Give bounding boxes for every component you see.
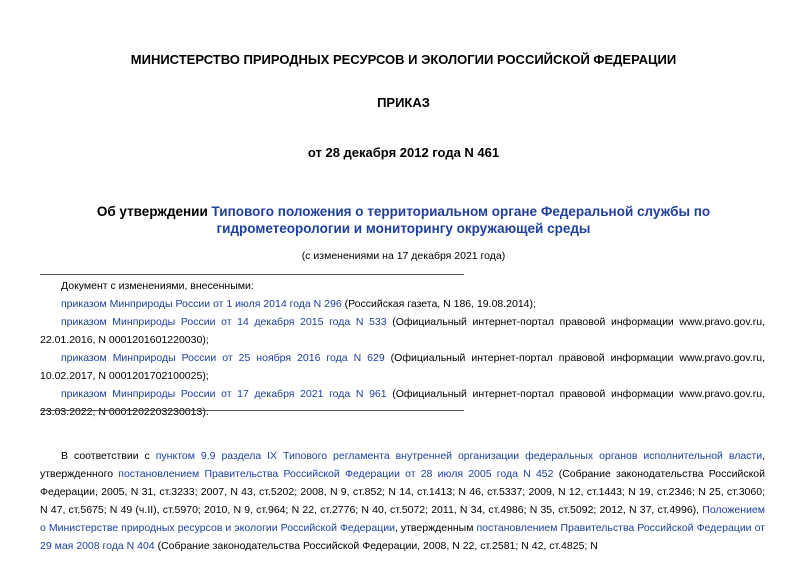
body-text: , утвержденного: [40, 450, 766, 480]
body-link-reglament[interactable]: пунктом 9.9 раздела IX Типового регламента внутренней организации федеральных органов исполнительной власти: [155, 450, 763, 462]
divider-top: [40, 274, 464, 275]
amendments-note: (с изменениями на 17 декабря 2021 года): [301, 250, 506, 262]
body-text: (Собрание законодательства Российской Федерации, 2005, N 31, ст.3233; 2007, N 43, ст.5202; 2008, N 9, ст.852; N 14, ст.1413; N 46, ст.5337; 2009, N 12, ст.1443; N 19, ст.2346; N 25, ст.3060; N 47, ст.5675; N 49 (ч.II), ст.5970; 2010, N 9, ст.964; N 22, ст.2776; N 40, ст.5072; 2011, N 34, ст.4986; N 35, ст.5092; 2012, N 37, ст.4996),: [40, 468, 765, 516]
ministry-heading: МИНИСТЕРСТВО ПРИРОДНЫХ РЕСУРСОВ И ЭКОЛОГИИ РОССИЙСКОЙ ФЕДЕРАЦИИ: [130, 52, 677, 67]
changes-box: [40, 277, 765, 421]
document-type: ПРИКАЗ: [377, 95, 430, 110]
change-item: [40, 385, 765, 421]
body-paragraph: [40, 447, 765, 555]
change-text: (Официальный интернет-портал правовой информации www.pravo.gov.ru, 10.02.2017, N 0001201702100025);: [40, 352, 765, 382]
change-text: (Российская газета, N 186, 19.08.2014);: [341, 298, 536, 310]
body-link-polozhenie[interactable]: Положением о Министерстве природных ресурсов и экологии Российской Федерации: [40, 504, 765, 534]
change-text: (Официальный интернет-портал правовой информации www.pravo.gov.ru, 23.03.2022, N 0001202203230013).: [40, 388, 766, 418]
document-body: [40, 447, 765, 555]
body-text: В соответствии с: [61, 450, 156, 462]
divider-bottom: [40, 410, 464, 411]
body-text: (Собрание законодательства Российской Федерации, 2008, N 22, ст.2581; N 42, ст.4825; N: [154, 540, 598, 552]
body-link-postanovlenie-452[interactable]: постановлением Правительства Российской Федерации от 28 июля 2005 года N 452: [118, 468, 554, 480]
change-link[interactable]: приказом Минприроды России от 25 ноября 2016 года N 629: [61, 352, 385, 364]
change-link[interactable]: приказом Минприроды России от 1 июля 2014 года N 296: [61, 298, 342, 310]
changes-intro: Документ с изменениями, внесенными:: [61, 280, 254, 292]
title-link-line1[interactable]: Типового положения о территориальном органе Федеральной службы по: [211, 204, 711, 219]
body-link-postanovlenie-404[interactable]: постановлением Правительства Российской Федерации от 29 мая 2008 года N 404: [40, 522, 765, 552]
change-link[interactable]: приказом Минприроды России от 17 декабря 2021 года N 961: [61, 388, 387, 400]
change-item: [40, 295, 765, 313]
change-item: [40, 349, 765, 385]
change-item: [40, 313, 765, 349]
change-link[interactable]: приказом Минприроды России от 14 декабря 2015 года N 533: [61, 316, 387, 328]
body-text: , утвержденным: [394, 522, 477, 534]
title-link-line2[interactable]: гидрометеорологии и мониторингу окружающей среды: [216, 221, 591, 236]
document-title: [0, 203, 807, 237]
title-prefix: Об утверждении: [96, 204, 212, 219]
document-date: от 28 декабря 2012 года N 461: [307, 145, 500, 160]
change-text: (Официальный интернет-портал правовой информации www.pravo.gov.ru, 22.01.2016, N 0001201601220030);: [40, 316, 766, 346]
